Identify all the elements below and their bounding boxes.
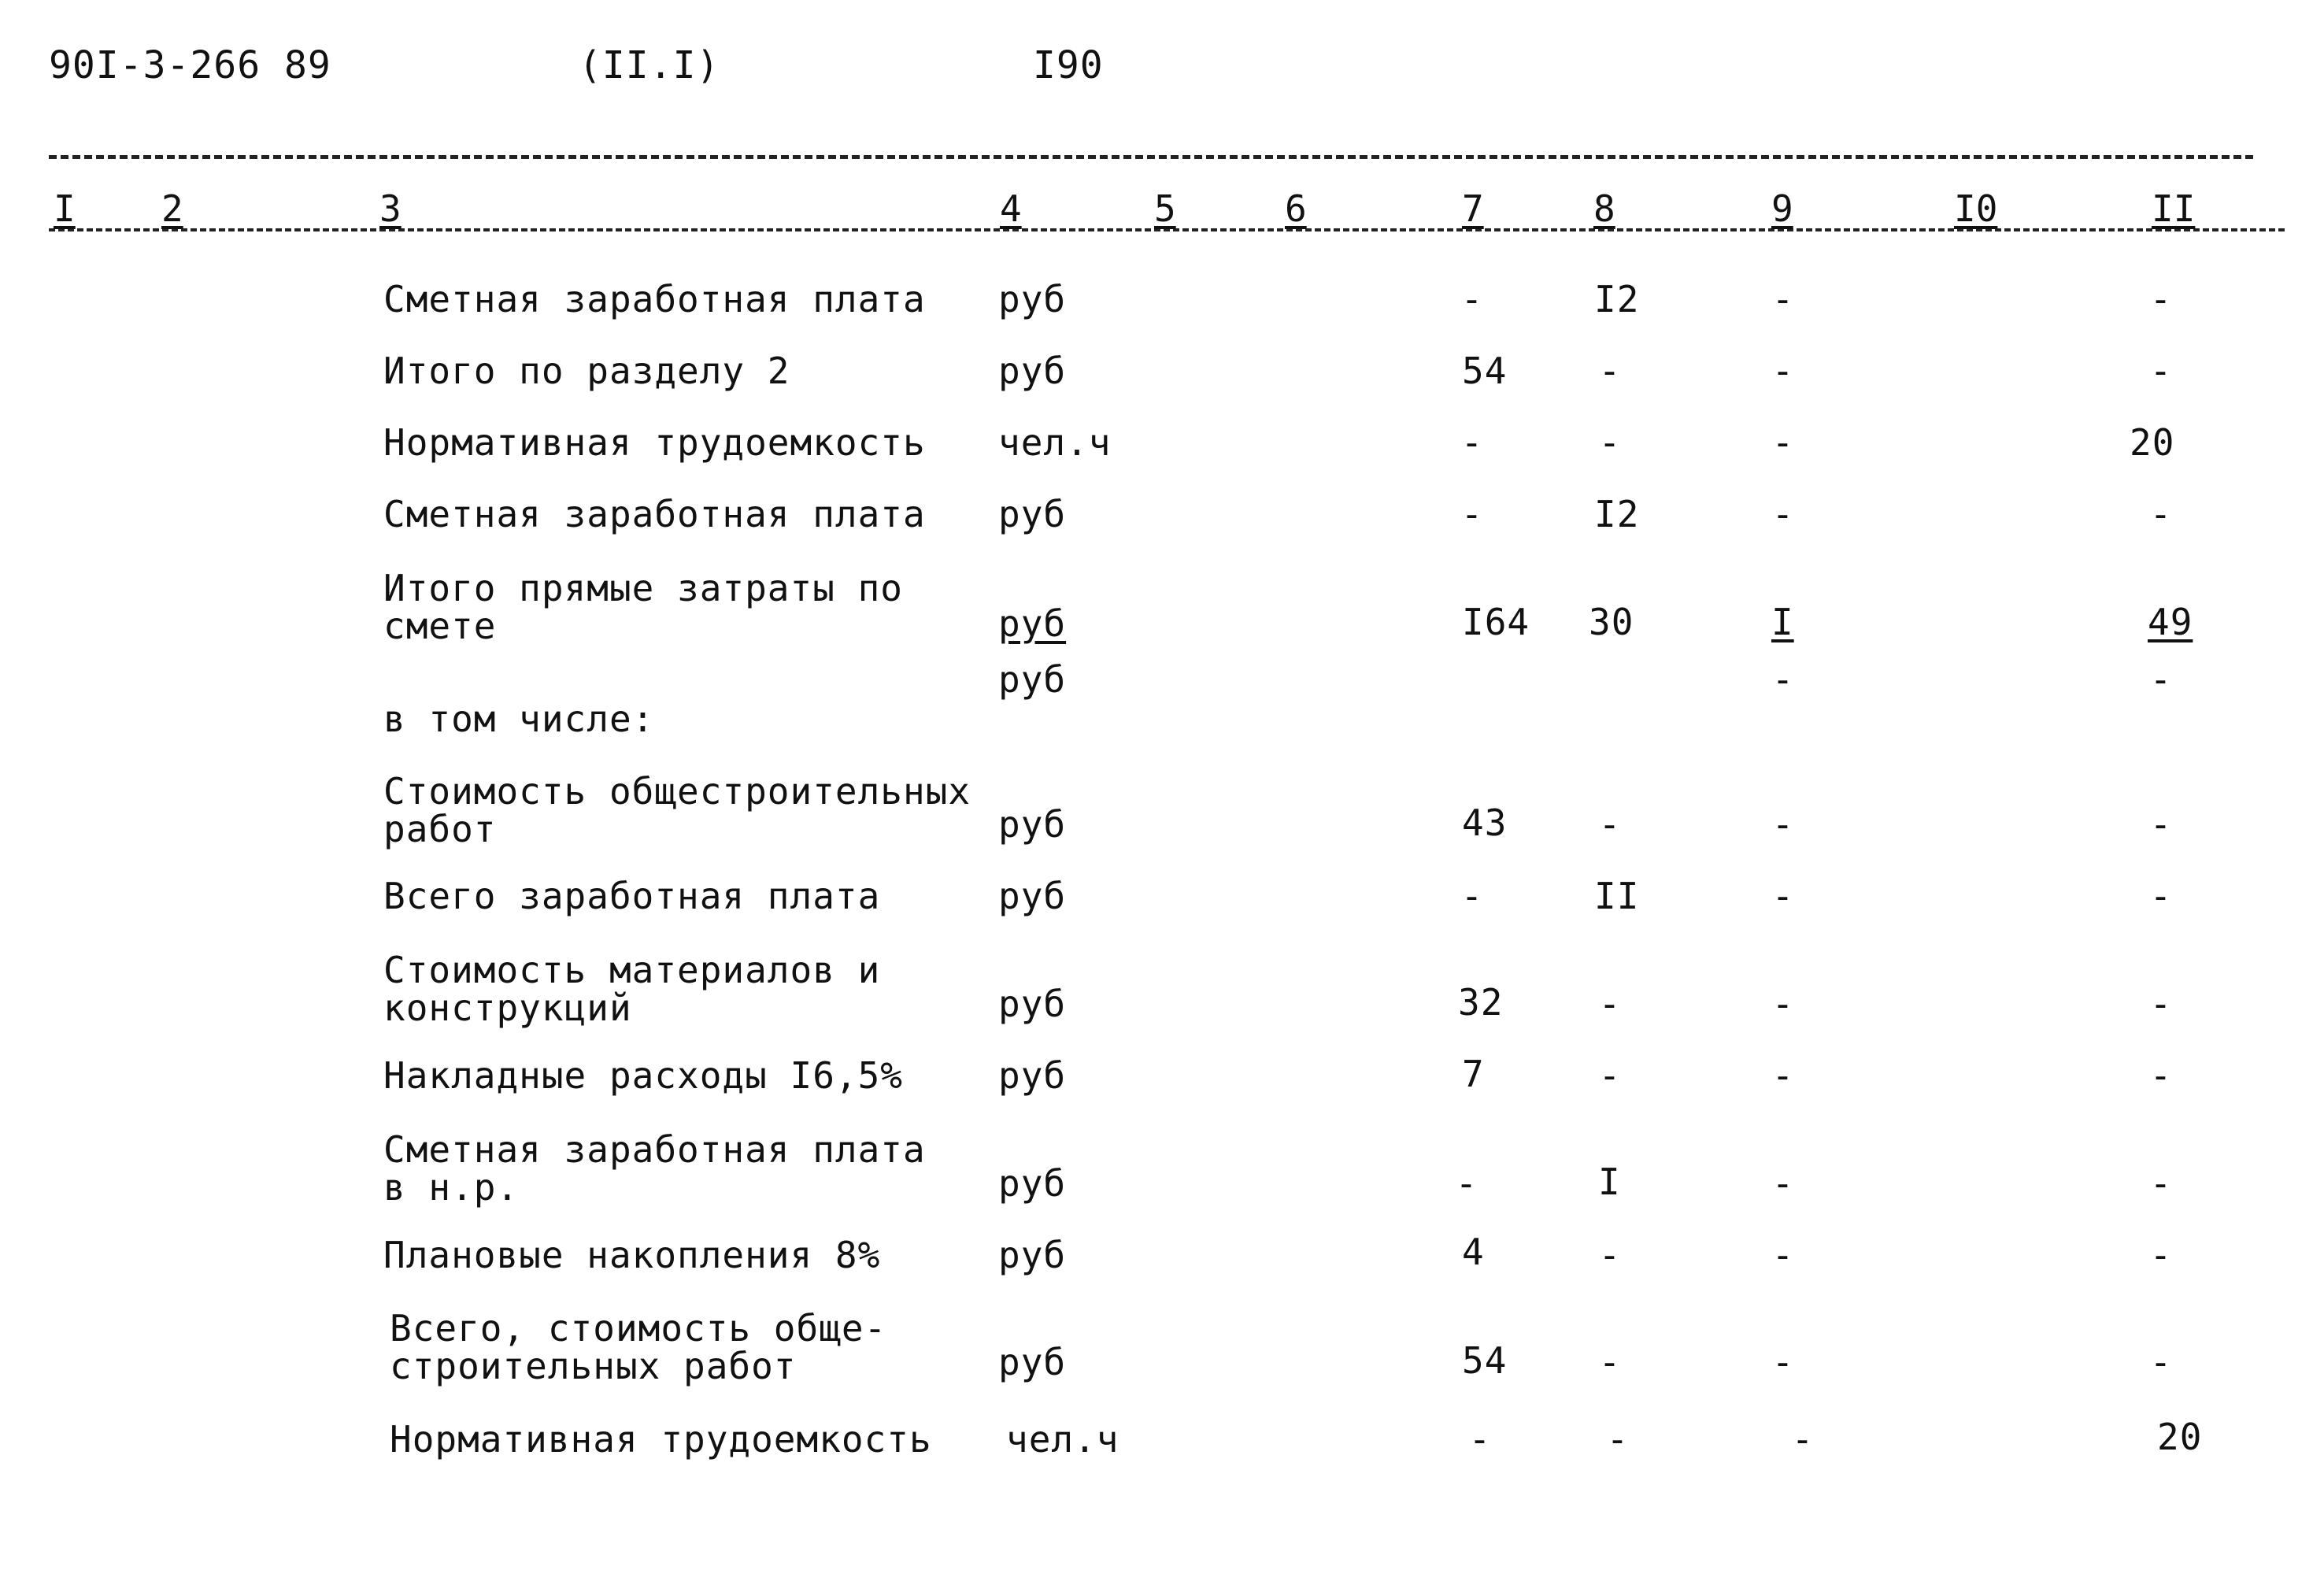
row-description-line2: смете (383, 605, 497, 647)
row-description-line1: Стоимость общестроительных (383, 770, 971, 813)
row-description: Нормативная трудоемкость (383, 421, 926, 464)
row-unit: руб (998, 983, 1067, 1025)
row-description: Плановые накопления 8% (383, 1234, 881, 1276)
cell-col11: 20 (2157, 1416, 2203, 1458)
column-number: 7 (1462, 187, 1484, 230)
cell-col9: - (1771, 983, 1795, 1025)
cell-col7: - (1460, 875, 1484, 917)
cell-col7: I64 (1462, 601, 1530, 643)
cell-col9: - (1771, 1162, 1795, 1205)
cell-col9: I (1771, 601, 1794, 643)
cell-col11: 49 (2148, 601, 2193, 643)
row-description-line1: Всего, стоимость обще- (390, 1307, 887, 1350)
row-unit: руб (998, 1234, 1067, 1276)
cell-col8: I2 (1594, 278, 1640, 320)
cell-col8: 30 (1589, 601, 1634, 643)
cell-col11: - (2149, 493, 2173, 535)
cell-col8: I2 (1594, 493, 1640, 535)
column-number: I0 (1954, 187, 1998, 230)
row-description-line2: работ (383, 808, 497, 850)
cell-col8: - (1598, 983, 1622, 1025)
cell-col11: - (2149, 278, 2173, 320)
row-unit: руб (998, 1341, 1067, 1383)
cell-col9: - (1771, 875, 1795, 917)
cell-col8: II (1594, 875, 1640, 917)
cell-col11: - (2149, 1162, 2173, 1205)
row-unit: руб (998, 493, 1067, 535)
row-description-line1: Сметная заработная плата (383, 1128, 926, 1171)
row-description-line2: конструкций (383, 987, 632, 1029)
cell-col11: - (2149, 658, 2173, 701)
cell-col7: 7 (1462, 1053, 1485, 1095)
cell-col11: 20 (2130, 421, 2175, 464)
cell-col7: - (1455, 1162, 1478, 1205)
column-number: 6 (1285, 187, 1307, 230)
cell-col7: - (1460, 278, 1484, 320)
row-unit: руб (998, 602, 1067, 645)
cell-col7: - (1460, 493, 1484, 535)
cell-col9: - (1771, 421, 1795, 464)
row-unit: руб (998, 350, 1067, 392)
row-unit: руб (998, 278, 1067, 320)
cell-col9: - (1771, 1234, 1795, 1276)
row-description: Накладные расходы I6,5% (383, 1054, 903, 1097)
cell-col11: - (2149, 875, 2173, 917)
cell-col9: - (1771, 803, 1795, 846)
cell-col11: - (2149, 1341, 2173, 1383)
section-number: (II.I) (579, 43, 720, 87)
row-description: Нормативная трудоемкость (390, 1418, 932, 1461)
row-description-line1: Итого прямые затраты по (383, 567, 903, 609)
cell-col7: 54 (1462, 350, 1508, 392)
column-number: II (2152, 187, 2196, 230)
cell-col8: - (1606, 1418, 1630, 1461)
row-description: Сметная заработная плата (383, 278, 926, 320)
cell-col7: - (1468, 1418, 1492, 1461)
column-number: 4 (1000, 187, 1022, 230)
cell-col11: - (2149, 983, 2173, 1025)
page-number: I90 (1033, 43, 1104, 87)
cell-col7: 4 (1462, 1231, 1485, 1273)
cell-col9: - (1771, 278, 1795, 320)
cell-col7: - (1460, 421, 1484, 464)
cell-col9: - (1771, 1341, 1795, 1383)
cell-col8: - (1598, 1054, 1622, 1097)
dashed-separator (49, 155, 2253, 159)
cell-col9: - (1771, 658, 1795, 701)
row-unit: чел.ч (1006, 1418, 1119, 1461)
column-number: 9 (1771, 187, 1793, 230)
column-number: 2 (161, 187, 183, 230)
cell-col8: - (1598, 350, 1622, 392)
row-unit: руб (998, 803, 1067, 846)
cell-col8: - (1598, 421, 1622, 464)
row-description-line2: строительных работ (390, 1345, 797, 1387)
cell-col9: - (1771, 493, 1795, 535)
cell-col8: - (1598, 803, 1622, 846)
row-description: Всего заработная плата (383, 875, 881, 917)
cell-col11: - (2149, 1054, 2173, 1097)
document-code: 90I-3-266 89 (49, 43, 331, 87)
row-unit: руб (998, 1162, 1067, 1205)
cell-col8: - (1598, 1341, 1622, 1383)
cell-col9: - (1771, 350, 1795, 392)
row-description-line1: Стоимость материалов и (383, 949, 881, 991)
row-description-line2: в н.р. (383, 1166, 520, 1209)
row-unit: руб (998, 875, 1067, 917)
cell-col8: - (1598, 1234, 1622, 1276)
cell-col9: - (1791, 1418, 1815, 1461)
row-unit: чел.ч (998, 421, 1112, 464)
cell-col7: 32 (1458, 981, 1504, 1024)
row-unit: руб (998, 658, 1067, 701)
row-unit: руб (998, 1054, 1067, 1097)
column-number: 3 (379, 187, 402, 230)
row-description: в том числе: (383, 698, 655, 740)
cell-col9: - (1771, 1054, 1795, 1097)
cell-col11: - (2149, 803, 2173, 846)
row-description: Итого по разделу 2 (383, 350, 790, 392)
cell-col7: 54 (1462, 1339, 1508, 1382)
column-number: 8 (1593, 187, 1615, 230)
row-description: Сметная заработная плата (383, 493, 926, 535)
cell-col11: - (2149, 350, 2173, 392)
column-number: 5 (1154, 187, 1176, 230)
cell-col7: 43 (1462, 802, 1508, 844)
cell-col11: - (2149, 1234, 2173, 1276)
cell-col8: I (1598, 1161, 1621, 1203)
column-number: I (54, 187, 76, 230)
